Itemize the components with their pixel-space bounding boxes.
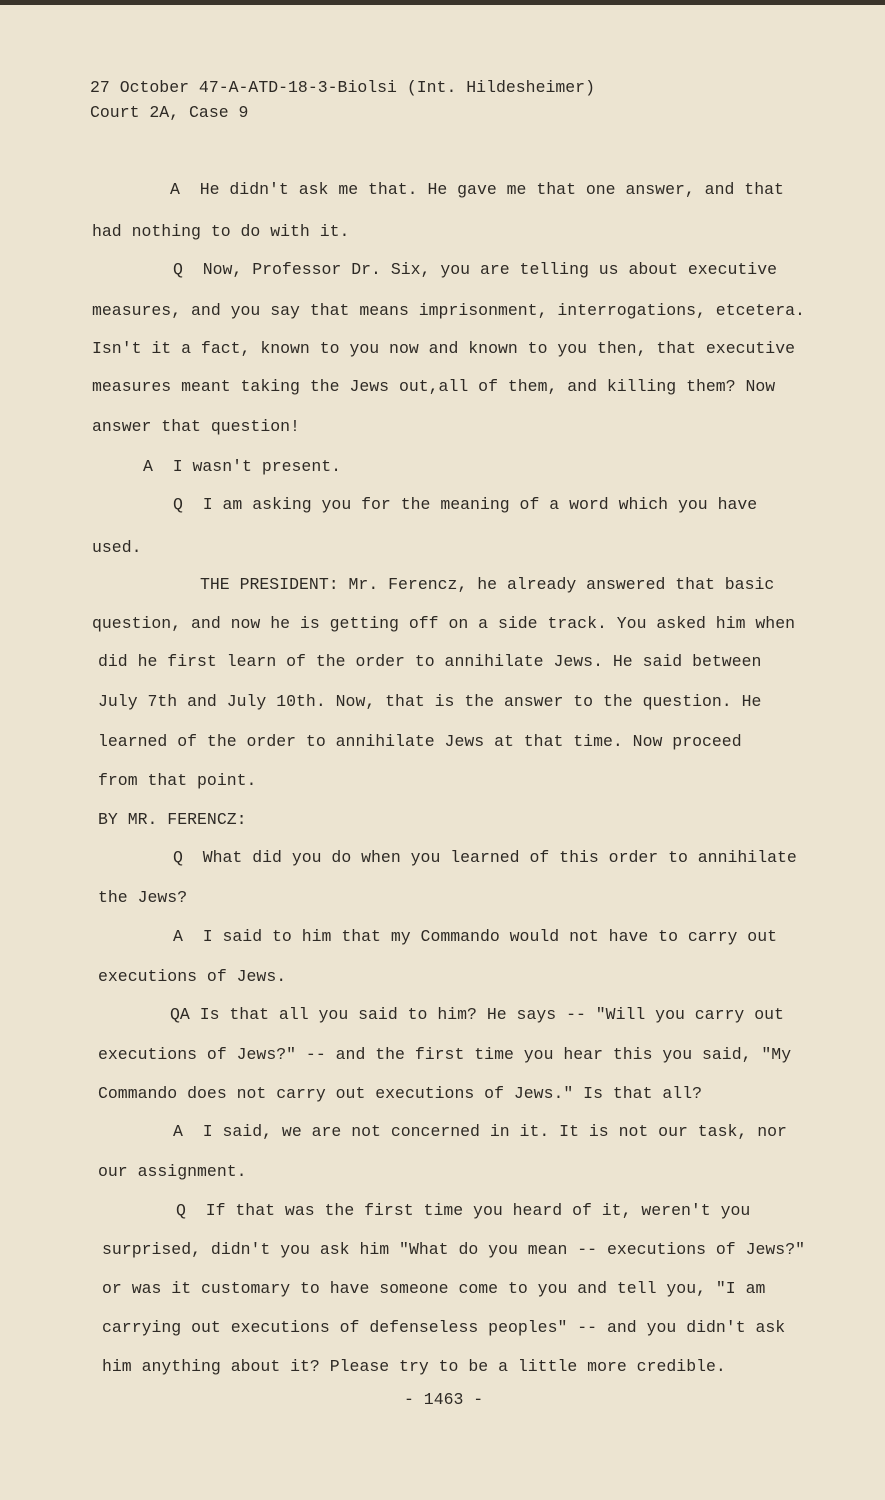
text-line: our assignment. xyxy=(98,1162,247,1181)
question-line: QA Is that all you said to him? He says -- "Will you carry out xyxy=(170,1005,784,1024)
text-line: used. xyxy=(92,538,142,557)
question-line: Q Now, Professor Dr. Six, you are telling us about executive xyxy=(173,260,777,279)
answer-line: A I wasn't present. xyxy=(143,457,342,476)
question-line: Q If that was the first time you heard of it, weren't you xyxy=(176,1201,751,1220)
text-line: Isn't it a fact, known to you now and known to you then, that executive xyxy=(92,339,796,358)
text-line: answer that question! xyxy=(92,417,300,436)
text-line: surprised, didn't you ask him "What do you mean -- executions of Jews?" xyxy=(102,1240,806,1259)
text-line: had nothing to do with it. xyxy=(92,222,350,241)
examiner-heading: BY MR. FERENCZ: xyxy=(98,810,247,829)
text-line: July 7th and July 10th. Now, that is the answer to the question. He xyxy=(98,692,762,711)
page-number: - 1463 - xyxy=(404,1390,484,1409)
text-line: the Jews? xyxy=(98,888,188,907)
text-line: question, and now he is getting off on a side track. You asked him when xyxy=(92,614,796,633)
text-line: learned of the order to annihilate Jews at that time. Now proceed xyxy=(98,732,742,751)
question-line: Q I am asking you for the meaning of a word which you have xyxy=(173,495,758,514)
text-line: did he first learn of the order to annihilate Jews. He said between xyxy=(98,652,762,671)
answer-line: A I said, we are not concerned in it. It is not our task, nor xyxy=(173,1122,787,1141)
text-line: executions of Jews. xyxy=(98,967,287,986)
header-line-1: 27 October 47-A-ATD-18-3-Biolsi (Int. Hildesheimer) xyxy=(90,78,595,97)
text-line: him anything about it? Please try to be a little more credible. xyxy=(102,1357,726,1376)
text-line: from that point. xyxy=(98,771,257,790)
text-line: carrying out executions of defenseless peoples" -- and you didn't ask xyxy=(102,1318,786,1337)
text-line: measures meant taking the Jews out,all of them, and killing them? Now xyxy=(92,377,776,396)
header-line-2: Court 2A, Case 9 xyxy=(90,103,249,122)
answer-line: A I said to him that my Commando would not have to carry out xyxy=(173,927,777,946)
text-line: or was it customary to have someone come to you and tell you, "I am xyxy=(102,1279,766,1298)
transcript-page xyxy=(0,5,885,1500)
question-line: Q What did you do when you learned of this order to annihilate xyxy=(173,848,797,867)
text-line: executions of Jews?" -- and the first time you hear this you said, "My xyxy=(98,1045,792,1064)
answer-line: A He didn't ask me that. He gave me that one answer, and that xyxy=(170,180,784,199)
text-line: Commando does not carry out executions of Jews." Is that all? xyxy=(98,1084,702,1103)
president-statement-line: THE PRESIDENT: Mr. Ferencz, he already answered that basic xyxy=(200,575,775,594)
text-line: measures, and you say that means imprisonment, interrogations, etcetera. xyxy=(92,301,805,320)
